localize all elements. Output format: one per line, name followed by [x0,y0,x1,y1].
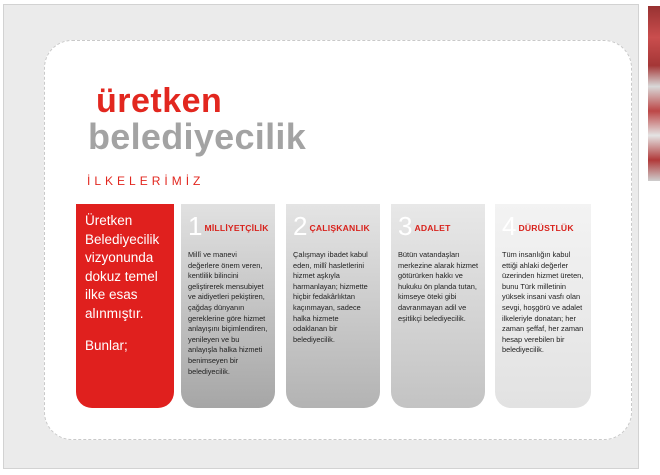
principle-number: 2 [293,211,308,241]
principle-body: Millî ve manevi değerlere önem veren, kentlilik bilincini geliştirerek mensubiyet ve aidiyetleri pekiştiren, çağdaş dünyanın gereklerine göre hizmet anlayışını biçimlendiren, yenileyen ve bu anlayışla halka hizmeti benimseyen bir belediyecilik. [188,250,268,376]
principle-card-durustluk [495,204,591,408]
principle-number: 1 [188,211,203,241]
principle-header [293,212,374,240]
logo-line-1: üretken [96,82,223,120]
principle-body: Bütün vatandaşları merkezine alarak hizmet götürürken hakkı ve hukuku ön planda tutan, kimseye öteki gibi davranmayan adil ve eşitlikçi belediyecilik. [398,250,479,323]
principle-title: MİLLİYETÇİLİK [204,223,269,233]
principle-body: Tüm insanlığın kabul ettiği ahlaki değerler üzerinden hizmet üreten, bunu Türk milletinin yüksek insani vasfı olan sevgi, hoşgörü ve adalet ilkeleriyle donatan; her zaman şeffaf, her zaman hesap verebilen bir belediyecilik. [502,250,584,355]
intro-card [76,204,174,408]
intro-after-text: Bunlar; [85,338,128,353]
next-page-edge-image [648,6,660,181]
principle-title: DÜRÜSTLÜK [518,223,574,233]
principle-title: ÇALIŞKANLIK [309,223,370,233]
principle-header [502,212,585,240]
principle-number: 3 [398,211,413,241]
logo-line-2: belediyecilik [88,116,307,157]
section-title: İLKELERİMİZ [87,174,205,188]
intro-text: Üretken Belediyecilik vizyonunda dokuz temel ilke esas alınmıştır. [85,213,160,321]
logo [88,84,318,156]
principle-card-caliskanlik [286,204,380,408]
principle-body: Çalışmayı ibadet kabul eden, millî hasletlerini hizmet aşkıyla harmanlayan; hizmette hiçbir fedakârlıktan kaçınmayan, sadece halka hizmete odaklanan bir belediyecilik. [293,250,368,344]
principle-header [188,212,269,240]
principle-title: ADALET [414,223,451,233]
principle-number: 4 [502,211,517,241]
principle-header [398,212,479,240]
principle-card-adalet [391,204,485,408]
principle-card-milliyetcilik [181,204,275,408]
